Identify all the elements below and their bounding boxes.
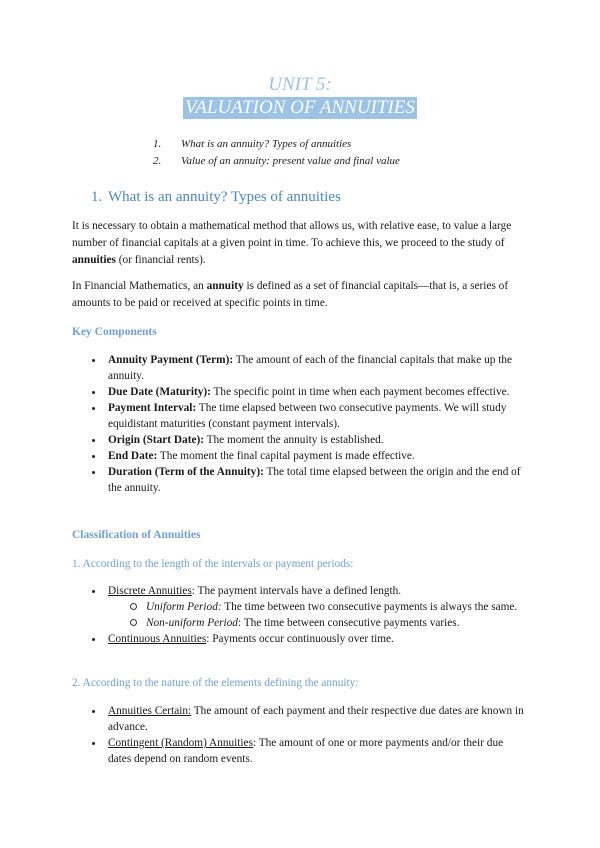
desc: The total time elapsed between the origin and the end of the annuity. <box>108 466 521 494</box>
desc: : The time between consecutive payments varies. <box>237 617 460 629</box>
list-item <box>90 631 524 647</box>
bold-term: annuities <box>72 254 116 266</box>
desc: : The amount of one or more payments and/or their due dates depend on random events. <box>108 737 504 765</box>
toc-text: Value of an annuity: present value and final value <box>181 155 400 167</box>
classification-group2-heading: 2. According to the nature of the elements defining the annuity: <box>72 677 359 689</box>
sub-list <box>108 599 524 631</box>
bold-term: annuity <box>206 280 244 292</box>
text: (or financial rents). <box>115 254 206 266</box>
term: Payment Interval: <box>108 402 197 414</box>
term: Non-uniform Period <box>146 617 238 629</box>
toc-item[interactable] <box>153 136 400 153</box>
desc: : The payment intervals have a defined length. <box>191 585 402 597</box>
key-components-list <box>90 352 524 496</box>
section-number: 1. <box>91 189 103 205</box>
desc: The moment the final capital payment is made effective. <box>157 450 415 462</box>
toc-number: 2. <box>153 155 162 167</box>
toc-number: 1. <box>153 138 162 150</box>
term: Origin (Start Date): <box>108 434 204 446</box>
term: Duration (Term of the Annuity): <box>108 466 264 478</box>
term: End Date: <box>108 450 158 462</box>
unit-title: UNIT 5: <box>268 74 332 95</box>
list-item <box>90 703 524 735</box>
section-title: What is an annuity? Types of annuities <box>108 189 341 205</box>
term: Contingent (Random) Annuities <box>108 737 253 749</box>
desc: : Payments occur continuously over time. <box>206 633 394 645</box>
key-components-heading: Key Components <box>72 326 157 338</box>
text: It is necessary to obtain a mathematical method that allows us, with relative ease, to value a large number of financial capitals at a given point in time. To achieve this, we proceed to the study of <box>72 220 512 249</box>
unit-subtitle-wrap <box>0 97 600 119</box>
list-item <box>90 448 524 464</box>
term: Annuity Payment (Term): <box>108 354 234 366</box>
desc: The amount of each payment and their respective due dates are known in advance. <box>108 705 524 733</box>
text: is defined as a set of financial capitals—that is, a series of amounts to be paid or received at specific points in time. <box>72 280 509 309</box>
group1-list <box>90 583 524 647</box>
desc: The moment the annuity is established. <box>204 434 384 446</box>
list-item <box>90 384 524 400</box>
list-item <box>90 432 524 448</box>
term: Uniform Period: <box>146 601 222 613</box>
term: Continuous Annuities <box>108 633 207 645</box>
paragraph-intro <box>72 218 532 269</box>
list-item <box>90 352 524 384</box>
paragraph-definition <box>72 278 532 312</box>
unit-subtitle: VALUATION OF ANNUITIES <box>185 97 415 118</box>
desc: The amount of each of the financial capitals that make up the annuity. <box>108 354 513 382</box>
term: Due Date (Maturity): <box>108 386 211 398</box>
desc: The time between two consecutive payments is always the same. <box>221 601 518 613</box>
text: In Financial Mathematics, an <box>72 280 207 292</box>
toc-text: What is an annuity? Types of annuities <box>181 138 352 150</box>
desc: The specific point in time when each payment becomes effective. <box>210 386 510 398</box>
classification-heading: Classification of Annuities <box>72 529 201 541</box>
group2-list <box>90 703 524 767</box>
section-heading <box>91 187 341 207</box>
list-item <box>90 735 524 767</box>
list-item <box>90 583 524 631</box>
toc-item[interactable] <box>153 153 400 170</box>
list-item <box>90 400 524 432</box>
term: Annuities Certain: <box>108 705 192 717</box>
term: Discrete Annuities <box>108 585 192 597</box>
list-item <box>90 464 524 496</box>
table-of-contents <box>153 136 400 170</box>
sub-list-item <box>128 615 524 631</box>
classification-group1-heading: 1. According to the length of the intervals or payment periods: <box>72 558 354 570</box>
sub-list-item <box>128 599 524 615</box>
desc: The time elapsed between two consecutive payments. We will study equidistant maturities (constant payment intervals). <box>108 402 507 430</box>
